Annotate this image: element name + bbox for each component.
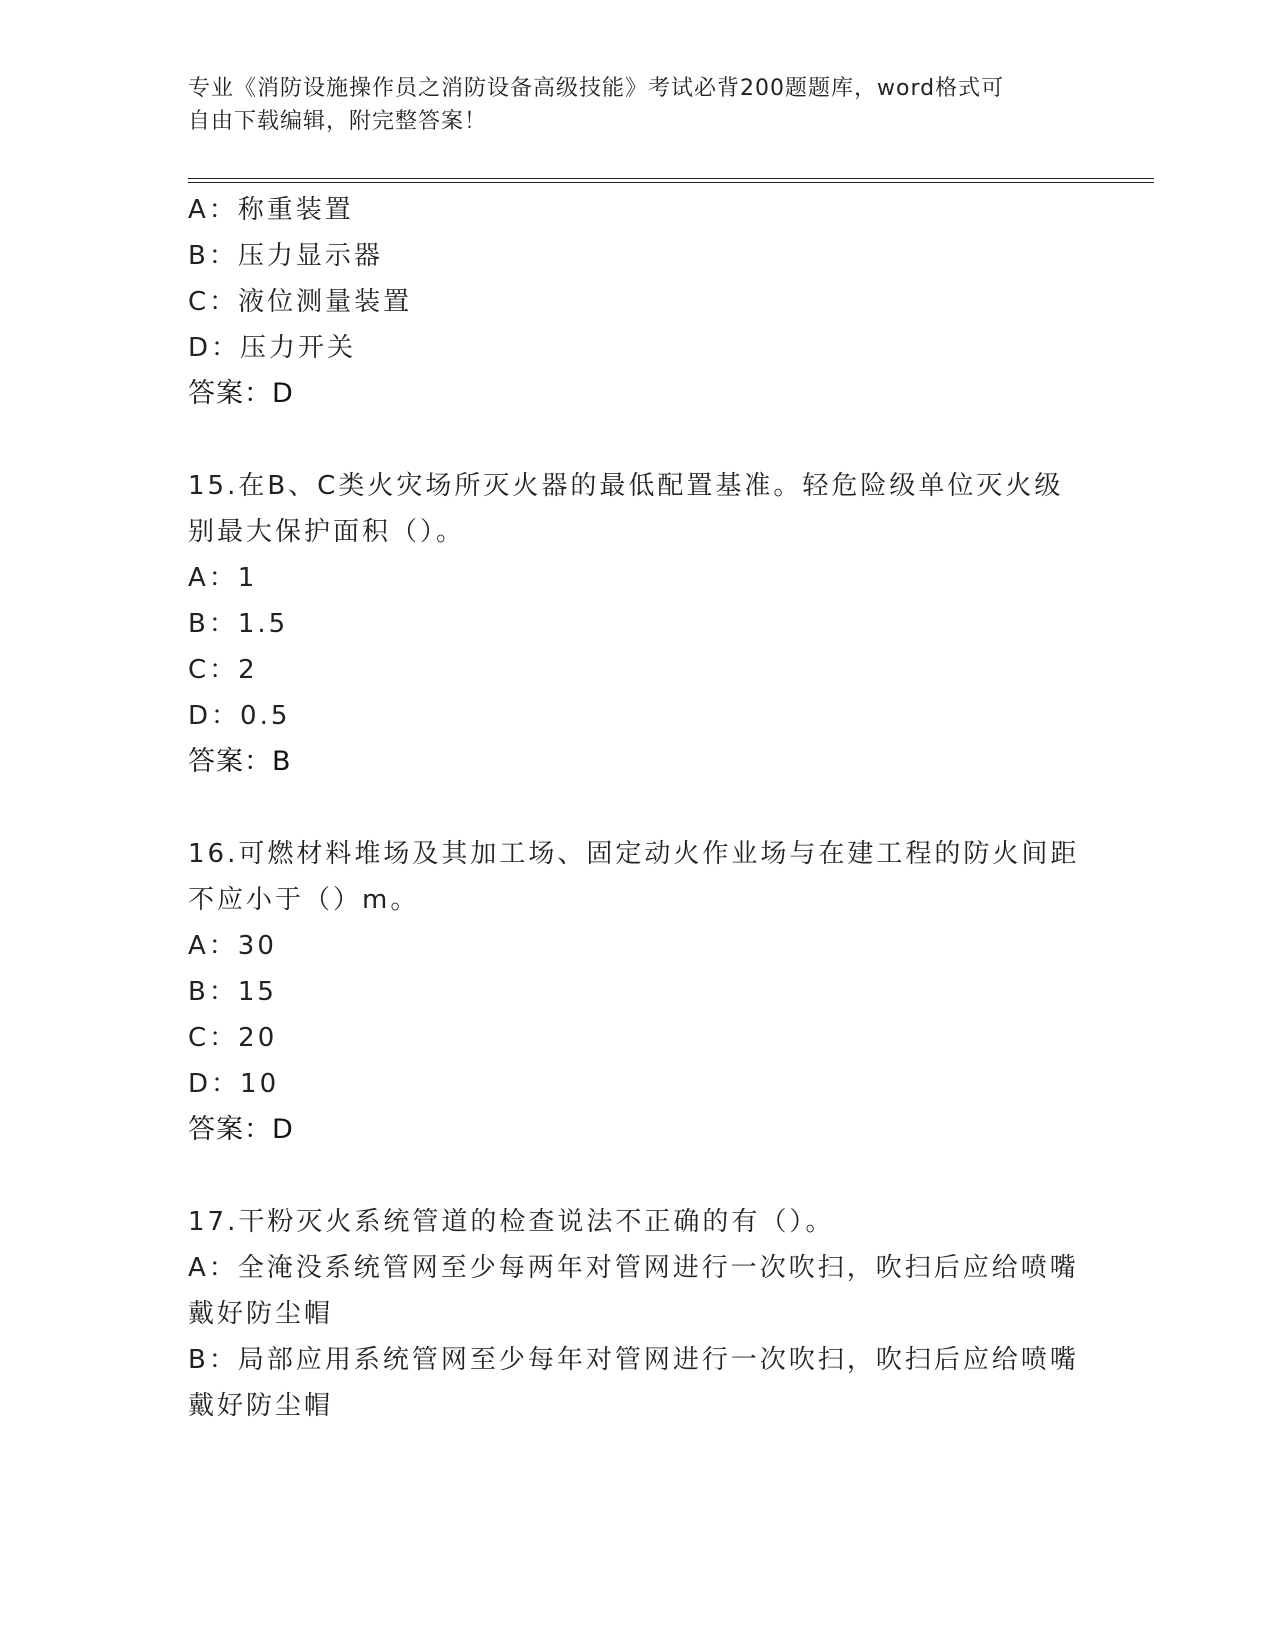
question-16-block: [188, 831, 1088, 1153]
option-a: A：1: [188, 563, 258, 593]
question-15-block: [188, 463, 1088, 785]
option-b: B：压力显示器: [188, 241, 383, 271]
question-17-block: [188, 1199, 1088, 1429]
option-b-continued: 戴好防尘帽: [188, 1391, 334, 1421]
answer-line: 答案：D: [188, 378, 294, 409]
option-c: C：液位测量装置: [188, 287, 413, 317]
option-a-continued: 戴好防尘帽: [188, 1299, 334, 1329]
option-d: D：10: [188, 1069, 280, 1099]
question-stem: 16.可燃材料堆场及其加工场、固定动火作业场与在建工程的防火间距: [188, 839, 1080, 869]
option-b: B：局部应用系统管网至少每年对管网进行一次吹扫，吹扫后应给喷嘴: [188, 1345, 1079, 1375]
option-d: D：压力开关: [188, 333, 357, 363]
option-c: C：20: [188, 1023, 278, 1053]
block-spacer: [188, 785, 1088, 831]
question-content: [188, 187, 1088, 1429]
option-a: A：30: [188, 931, 277, 961]
option-c: C：2: [188, 655, 258, 685]
answer-line: 答案：B: [188, 746, 292, 777]
answer-line: 答案：D: [188, 1114, 294, 1145]
question-stem: 不应小于（）m。: [188, 885, 420, 915]
block-spacer: [188, 417, 1088, 463]
question-14-block: [188, 187, 1088, 417]
option-a: A：称重装置: [188, 195, 354, 225]
document-header: [188, 72, 1088, 138]
header-divider-bottom: [188, 182, 1154, 183]
header-line-1: 专业《消防设施操作员之消防设备高级技能》考试必背200题题库，word格式可: [188, 76, 1005, 101]
option-b: B：15: [188, 977, 277, 1007]
option-a: A：全淹没系统管网至少每两年对管网进行一次吹扫，吹扫后应给喷嘴: [188, 1253, 1079, 1283]
question-stem: 别最大保护面积（）。: [188, 517, 466, 547]
question-stem: 17.干粉灭火系统管道的检查说法不正确的有（）。: [188, 1207, 835, 1237]
option-d: D：0.5: [188, 701, 291, 731]
question-stem: 15.在B、C类火灾场所灭火器的最低配置基准。轻危险级单位灭火级: [188, 471, 1064, 501]
block-spacer: [188, 1153, 1088, 1199]
header-divider-top: [188, 178, 1154, 179]
header-line-2: 自由下载编辑，附完整答案！: [188, 109, 488, 134]
option-b: B：1.5: [188, 609, 289, 639]
